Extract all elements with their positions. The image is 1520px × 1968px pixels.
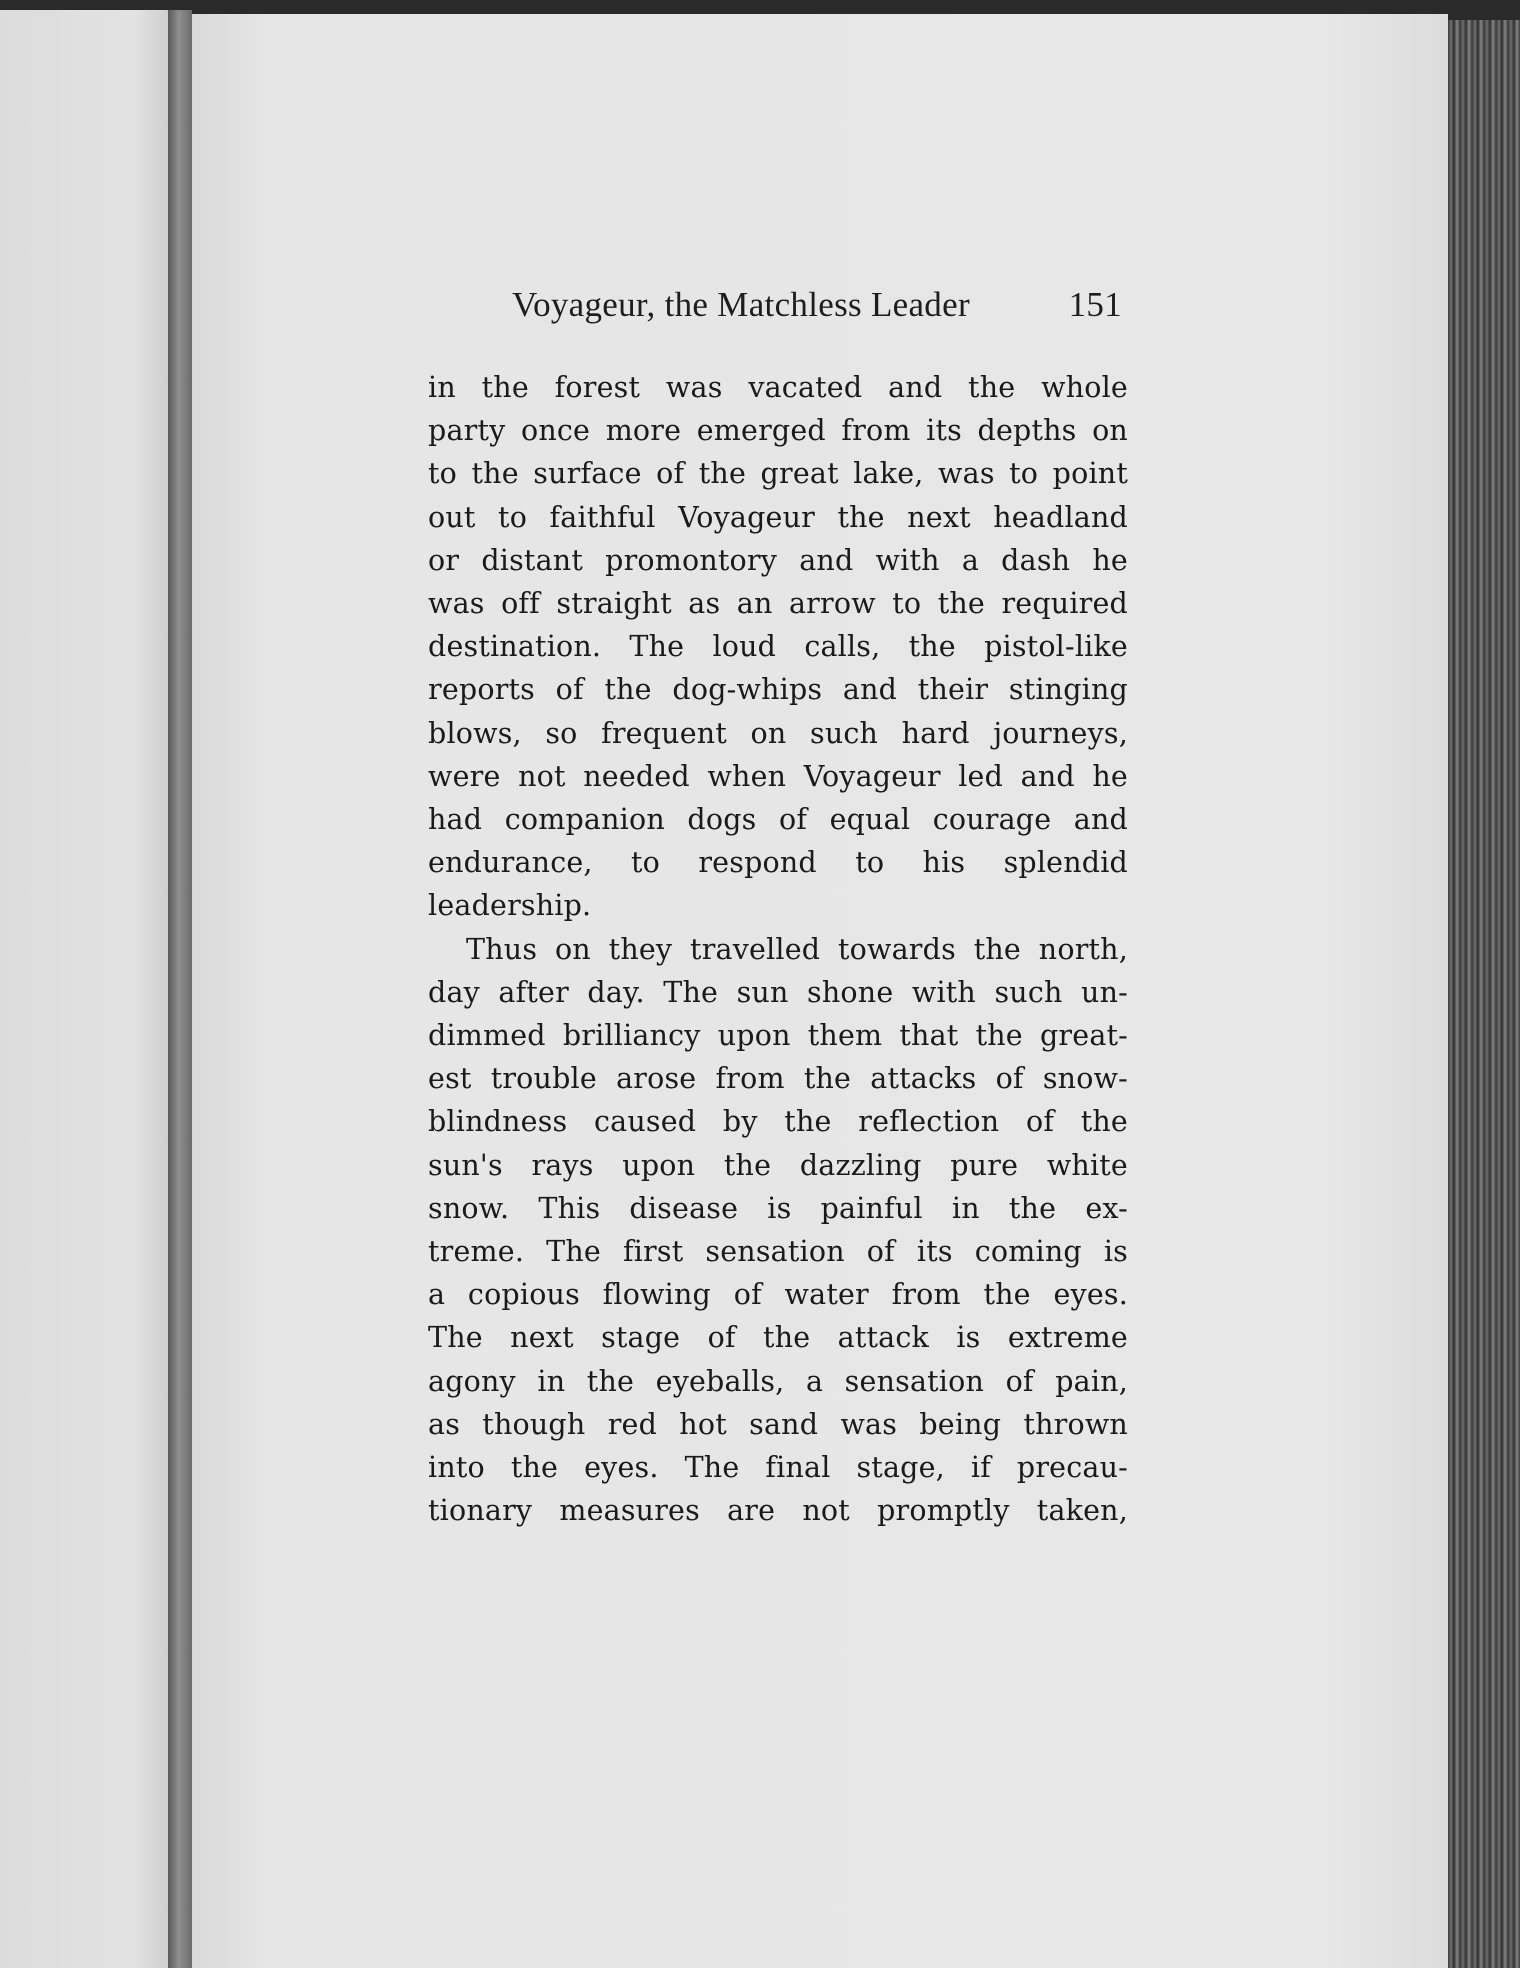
- paragraph-1: [428, 366, 1128, 928]
- text-line: dimmed brilliancy upon them that the great-: [428, 1019, 1128, 1053]
- text-line: had companion dogs of equal courage and: [428, 803, 1128, 837]
- text-line: destination. The loud calls, the pistol-like: [428, 630, 1128, 664]
- text-line: out to faithful Voyageur the next headland: [428, 500, 1128, 534]
- paragraph-2: [428, 928, 1128, 1533]
- text-line: agony in the eyeballs, a sensation of pain,: [428, 1364, 1128, 1398]
- text-line: snow. This disease is painful in the ex-: [428, 1191, 1128, 1225]
- page-number: 151: [1068, 285, 1122, 324]
- text-line: tionary measures are not promptly taken,: [428, 1494, 1128, 1528]
- body-text: [428, 366, 1128, 1532]
- text-line: day after day. The sun shone with such un-: [428, 975, 1128, 1009]
- left-page: [0, 10, 168, 1968]
- text-line: as though red hot sand was being thrown: [428, 1407, 1128, 1441]
- book-gutter: [168, 10, 192, 1968]
- text-line: blows, so frequent on such hard journeys,: [428, 716, 1128, 750]
- text-line: endurance, to respond to his splendid: [428, 846, 1128, 880]
- text-line: were not needed when Voyageur led and he: [428, 759, 1128, 793]
- text-line: to the surface of the great lake, was to point: [428, 457, 1128, 491]
- text-line: in the forest was vacated and the whole: [428, 371, 1128, 404]
- page-edges: [1448, 20, 1520, 1968]
- text-line: party once more emerged from its depths on: [428, 414, 1128, 448]
- running-head: [512, 285, 1122, 325]
- text-line: was off straight as an arrow to the required: [428, 587, 1128, 621]
- text-line: blindness caused by the reflection of the: [428, 1105, 1128, 1139]
- text-line: a copious flowing of water from the eyes.: [428, 1278, 1128, 1312]
- text-line: reports of the dog-whips and their stinging: [428, 673, 1128, 707]
- text-line: Thus on they travelled towards the north,: [466, 932, 1128, 966]
- text-line: or distant promontory and with a dash he: [428, 543, 1128, 577]
- running-title: Voyageur, the Matchless Leader: [512, 285, 970, 324]
- text-line: treme. The first sensation of its coming is: [428, 1235, 1128, 1269]
- text-line: The next stage of the attack is extreme: [428, 1321, 1128, 1355]
- text-line: leadership.: [428, 889, 592, 923]
- text-line: sun's rays upon the dazzling pure white: [428, 1148, 1128, 1182]
- text-line: est trouble arose from the attacks of snow-: [428, 1062, 1128, 1096]
- text-line: into the eyes. The final stage, if precau-: [428, 1451, 1128, 1485]
